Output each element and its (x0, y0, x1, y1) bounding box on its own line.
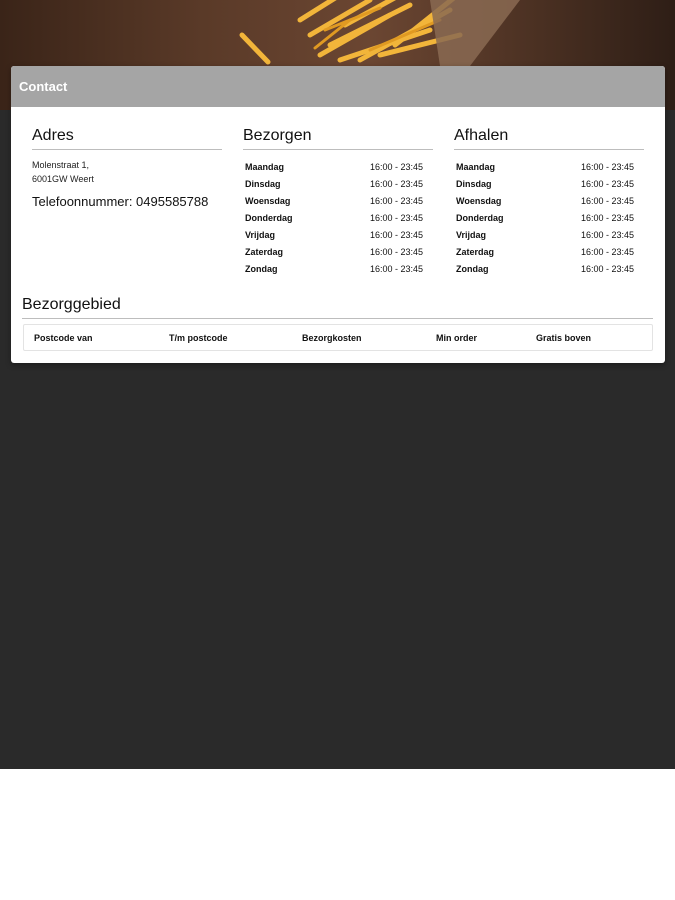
hours-time: 16:00 - 23:45 (580, 212, 634, 223)
hours-row (243, 243, 433, 260)
hours-row (243, 158, 433, 175)
address-title: Adres (32, 127, 222, 150)
hours-day: Dinsdag (245, 178, 281, 189)
hours-time: 16:00 - 23:45 (369, 161, 423, 172)
hours-time: 16:00 - 23:45 (580, 161, 634, 172)
hours-day: Zondag (245, 263, 278, 274)
hours-time: 16:00 - 23:45 (369, 212, 423, 223)
hours-row (243, 226, 433, 243)
hours-time: 16:00 - 23:45 (580, 195, 634, 206)
hours-time: 16:00 - 23:45 (580, 246, 634, 257)
column-header-delivery-cost: Bezorgkosten (302, 332, 362, 343)
hours-row (243, 175, 433, 192)
column-header-postcode-from: Postcode van (34, 332, 93, 343)
hours-day: Maandag (456, 161, 496, 172)
hours-time: 16:00 - 23:45 (369, 178, 423, 189)
hours-time: 16:00 - 23:45 (580, 178, 634, 189)
pickup-hours-title: Afhalen (454, 127, 644, 150)
address-section (32, 127, 222, 209)
column-header-min-order: Min order (436, 332, 478, 343)
hours-row (454, 175, 644, 192)
hours-day: Zaterdag (245, 246, 284, 257)
hours-row (454, 226, 644, 243)
hours-day: Woensdag (245, 195, 291, 206)
hours-day: Vrijdag (245, 229, 276, 240)
hours-time: 16:00 - 23:45 (369, 246, 423, 257)
hours-row (454, 260, 644, 277)
card-header: Contact (11, 66, 665, 107)
column-header-free-above: Gratis boven (536, 332, 592, 343)
pickup-hours-section (454, 127, 644, 277)
hours-day: Dinsdag (456, 178, 492, 189)
delivery-area-table (23, 324, 653, 351)
delivery-hours-title: Bezorgen (243, 127, 433, 150)
hours-row (243, 260, 433, 277)
hours-time: 16:00 - 23:45 (369, 229, 423, 240)
hours-day: Woensdag (456, 195, 502, 206)
hours-row (243, 209, 433, 226)
column-header-postcode-to: T/m postcode (169, 332, 228, 343)
address-city: 6001GW Weert (32, 174, 94, 184)
hours-day: Vrijdag (456, 229, 487, 240)
hours-row (454, 243, 644, 260)
hours-day: Zondag (456, 263, 489, 274)
delivery-hours-section (243, 127, 433, 277)
hours-day: Donderdag (245, 212, 293, 223)
hours-day: Maandag (245, 161, 285, 172)
address-street: Molenstraat 1, (32, 160, 90, 170)
hours-day: Donderdag (456, 212, 504, 223)
hours-time: 16:00 - 23:45 (369, 195, 423, 206)
hours-time: 16:00 - 23:45 (369, 263, 423, 274)
hours-time: 16:00 - 23:45 (580, 229, 634, 240)
hours-time: 16:00 - 23:45 (580, 263, 634, 274)
hours-row (454, 209, 644, 226)
phone-number: Telefoonnummer: 0495585788 (32, 194, 209, 209)
hours-row (454, 158, 644, 175)
delivery-area-title: Bezorggebied (22, 296, 653, 319)
hours-row (454, 192, 644, 209)
contact-card (11, 66, 665, 363)
hours-row (243, 192, 433, 209)
hours-day: Zaterdag (456, 246, 495, 257)
